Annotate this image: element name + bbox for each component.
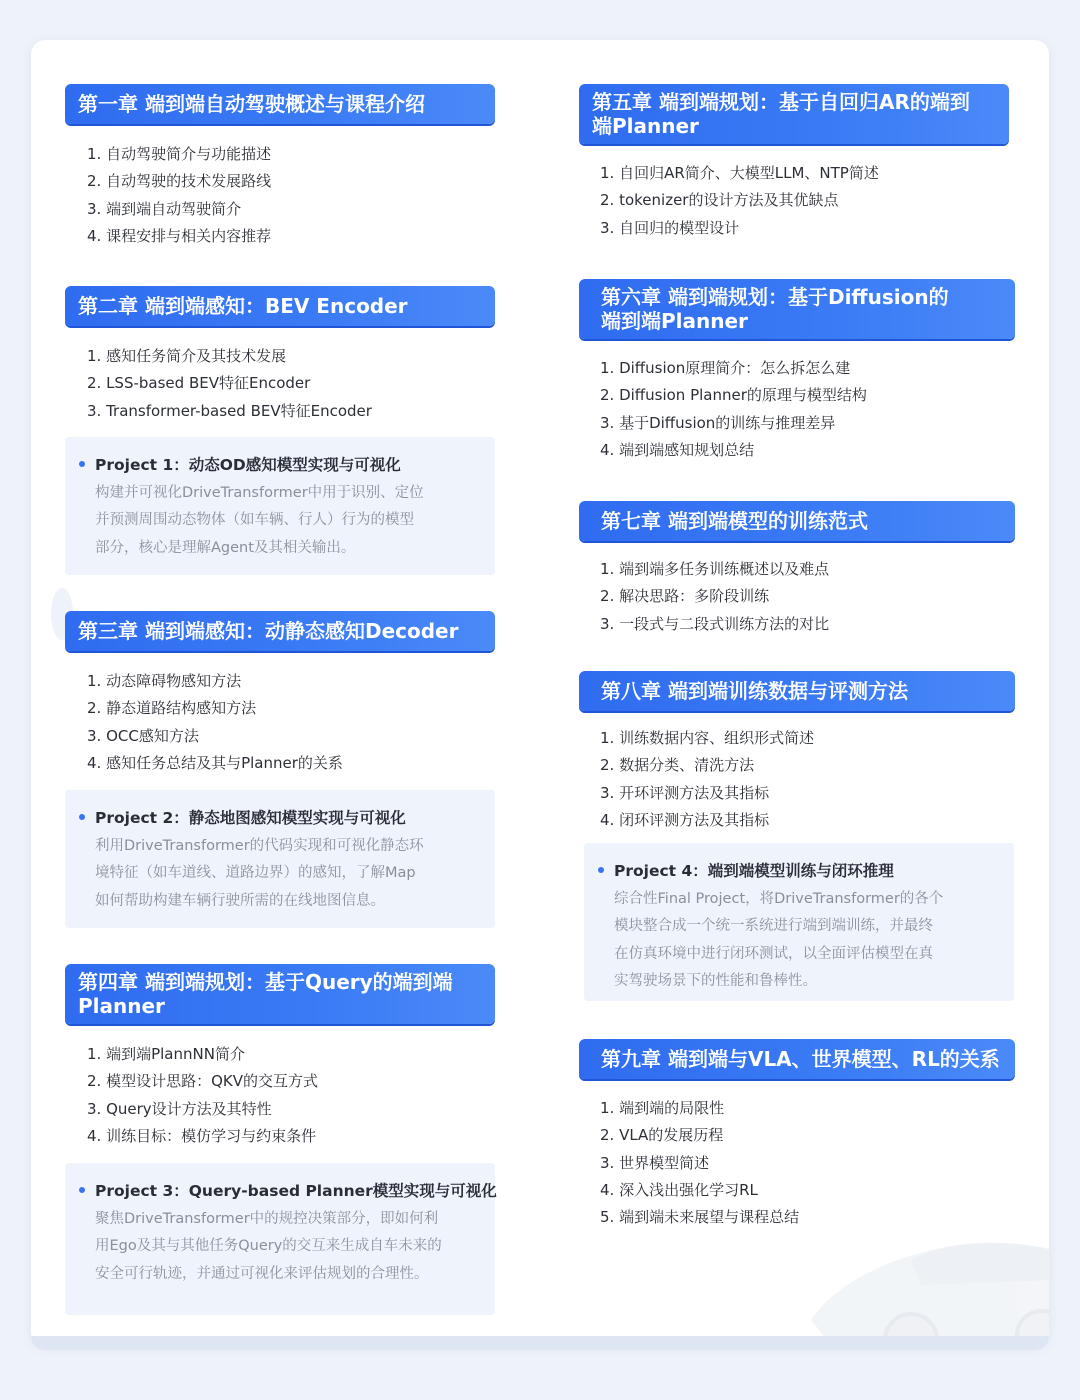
list-item: 4. 感知任务总结及其与Planner的关系 [87, 753, 343, 772]
chapter-9-title: 第九章 端到端与VLA、世界模型、RL的关系 [601, 1047, 1000, 1071]
list-item: 2. Diffusion Planner的原理与模型结构 [600, 386, 867, 405]
desc-line: 安全可行轨迹，并通过可视化来评估规划的合理性。 [95, 1265, 429, 1282]
chapter-9-header [579, 1039, 1015, 1079]
chapter-4-title [65, 964, 495, 1026]
chapter-8-list [600, 725, 814, 834]
list-item: 2. 数据分类、清洗方法 [600, 756, 755, 775]
title-line: 端Planner [592, 114, 699, 138]
desc-line: 并预测周围动态物体（如车辆、行人）行为的模型 [95, 512, 414, 529]
list-item: 2. tokenizer的设计方法及其优缺点 [600, 191, 839, 210]
project-1-title: Project 1：动态OD感知模型实现与可视化 [95, 456, 401, 474]
chapter-2-title: 第二章 端到端感知：BEV Encoder [78, 294, 408, 318]
chapter-5-list [600, 160, 879, 242]
project-3-box [65, 1163, 495, 1315]
course-outline-card [31, 40, 1049, 1346]
list-item: 3. Transformer-based BEV特征Encoder [87, 401, 372, 420]
list-item: 3. 基于Diffusion的训练与推理差异 [600, 413, 836, 432]
list-item: 3. OCC感知方法 [87, 726, 199, 745]
chapter-7-list [600, 556, 829, 638]
list-item: 4. 训练目标：模仿学习与约束条件 [87, 1126, 317, 1145]
chapter-9-list [600, 1095, 799, 1231]
desc-line: 在仿真环境中进行闭环测试，以全面评估模型在真 [614, 945, 933, 962]
chapter-6-title [579, 279, 1015, 341]
chapter-1-list [87, 141, 271, 250]
project-3-desc [95, 1206, 442, 1288]
desc-line: 如何帮助构建车辆行驶所需的在线地图信息。 [95, 892, 385, 909]
project-1-box [65, 437, 495, 575]
list-item: 3. Query设计方法及其特性 [87, 1099, 272, 1118]
desc-line: 模块整合成一个统一系统进行端到端训练，并最终 [614, 918, 933, 935]
list-item: 4. 深入浅出强化学习RL [600, 1180, 758, 1199]
list-item: 1. 端到端的局限性 [600, 1099, 725, 1117]
list-item: 2. VLA的发展历程 [600, 1126, 724, 1145]
project-2-desc [95, 833, 424, 915]
chapter-3-title: 第三章 端到端感知：动静态感知Decoder [78, 619, 459, 643]
desc-line: 境特征（如车道线、道路边界）的感知，了解Map [95, 865, 416, 882]
list-item: 2. 静态道路结构感知方法 [87, 699, 257, 718]
car-illustration [791, 1170, 1049, 1346]
list-item: 1. Diffusion原理简介：怎么拆怎么建 [600, 359, 851, 377]
chapter-6-list [600, 355, 867, 464]
chapter-5-header [579, 84, 1009, 144]
chapter-4-header [65, 964, 495, 1024]
bullet-icon [79, 461, 85, 467]
list-item: 5. 端到端未来展望与课程总结 [600, 1208, 800, 1227]
desc-line: 部分，核心是理解Agent及其相关输出。 [95, 539, 356, 556]
list-item: 4. 端到端感知规划总结 [600, 440, 755, 459]
project-1-desc [95, 480, 424, 562]
project-3-title: Project 3：Query-based Planner模型实现与可视化 [95, 1182, 497, 1200]
chapter-6-header [579, 279, 1015, 339]
list-item: 2. 模型设计思路：QKV的交互方式 [87, 1072, 318, 1091]
list-item: 1. 自回归AR简介、大模型LLM、NTP简述 [600, 164, 879, 182]
list-item: 1. 自动驾驶简介与功能描述 [87, 145, 272, 163]
bullet-icon [598, 867, 604, 873]
desc-line: 聚焦DriveTransformer中的规控决策部分，即如何利 [95, 1211, 439, 1227]
desc-line: 综合性Final Project，将DriveTransformer的各个 [614, 891, 944, 907]
list-item: 3. 开环评测方法及其指标 [600, 783, 770, 802]
chapter-2-list [87, 343, 372, 425]
project-2-title: Project 2：静态地图感知模型实现与可视化 [95, 809, 406, 827]
chapter-4-list [87, 1041, 318, 1150]
chapter-1-header [65, 84, 495, 124]
title-line: 端到端Planner [601, 309, 748, 333]
bullet-icon [79, 814, 85, 820]
list-item: 4. 闭环评测方法及其指标 [600, 810, 770, 829]
chapter-3-header [65, 611, 495, 651]
list-item: 1. 训练数据内容、组织形式简述 [600, 729, 815, 747]
chapter-8-title: 第八章 端到端训练数据与评测方法 [601, 679, 908, 703]
desc-line: 实驾驶场景下的性能和鲁棒性。 [614, 972, 817, 989]
list-item: 1. 感知任务简介及其技术发展 [87, 347, 287, 365]
list-item: 1. 动态障碍物感知方法 [87, 672, 242, 690]
project-4-title: Project 4：端到端模型训练与闭环推理 [614, 862, 894, 880]
chapter-1-title: 第一章 端到端自动驾驶概述与课程介绍 [78, 92, 425, 116]
list-item: 3. 世界模型简述 [600, 1153, 710, 1172]
desc-line: 利用DriveTransformer的代码实现和可视化静态环 [95, 838, 424, 854]
list-item: 3. 自回归的模型设计 [600, 218, 740, 237]
chapter-5-title [579, 84, 1009, 146]
project-4-desc [614, 886, 943, 995]
chapter-7-header [579, 501, 1015, 541]
bullet-icon [79, 1187, 85, 1193]
chapter-2-header [65, 286, 495, 326]
list-item: 2. LSS-based BEV特征Encoder [87, 374, 311, 393]
list-item: 1. 端到端多任务训练概述以及难点 [600, 560, 830, 578]
desc-line: 用Ego及其与其他任务Query的交互来生成自车未来的 [95, 1238, 442, 1255]
chapter-7-title: 第七章 端到端模型的训练范式 [601, 509, 868, 533]
chapter-3-list [87, 668, 343, 777]
list-item: 4. 课程安排与相关内容推荐 [87, 226, 272, 245]
title-line: 第四章 端到端规划：基于Query的端到端 [78, 970, 453, 994]
list-item: 3. 端到端自动驾驶简介 [87, 199, 242, 218]
list-item: 2. 自动驾驶的技术发展路线 [87, 172, 272, 191]
project-2-box [65, 790, 495, 928]
title-line: 第六章 端到端规划：基于Diffusion的 [601, 285, 949, 309]
desc-line: 构建并可视化DriveTransformer中用于识别、定位 [95, 485, 424, 501]
list-item: 1. 端到端PlannNN简介 [87, 1045, 245, 1063]
title-line: 第五章 端到端规划：基于自回归AR的端到 [592, 90, 970, 114]
card-shadow-edge [31, 1336, 1049, 1350]
project-4-box [584, 843, 1014, 1001]
chapter-8-header [579, 671, 1015, 711]
list-item: 3. 一段式与二段式训练方法的对比 [600, 614, 830, 633]
title-line: Planner [78, 994, 165, 1018]
list-item: 2. 解决思路：多阶段训练 [600, 587, 770, 606]
